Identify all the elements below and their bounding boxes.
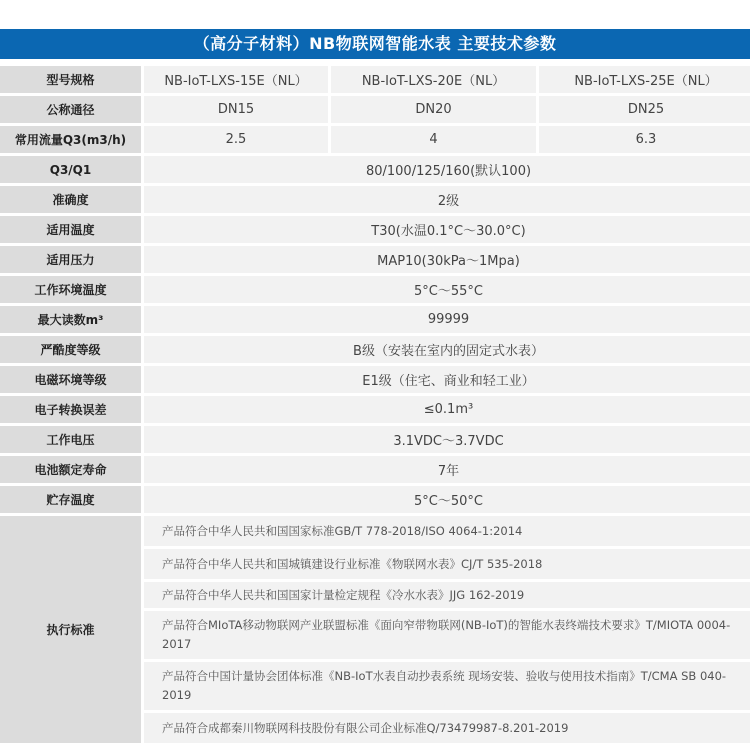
cell-value: 99999 [144,306,750,333]
cell-value: 6.3 [539,126,750,153]
row-label: 电磁环境等级 [0,366,141,393]
row-label: 型号规格 [0,66,141,93]
cell-value: DN15 [144,96,328,123]
cell-value: T30(水温0.1°C～30.0°C) [144,216,750,243]
standard-item: 产品符合成都秦川物联网科技股份有限公司企业标准Q/73479987-8.201-2019 [144,713,750,743]
row-label: 电子转换误差 [0,396,141,423]
cell-value: MAP10(30kPa～1Mpa) [144,246,750,273]
row-label: 常用流量Q3(m3/h) [0,126,141,153]
cell-value: E1级（住宅、商业和轻工业） [144,366,750,393]
row-label: 公称通径 [0,96,141,123]
spec-table [0,63,750,746]
row-label: 贮存温度 [0,486,141,513]
table-row [0,126,750,153]
cell-value: B级（安装在室内的固定式水表） [144,336,750,363]
standards-label: 执行标准 [0,516,141,743]
table-row [0,486,750,513]
table-row [0,246,750,273]
table-row [0,516,750,546]
table-row [0,456,750,483]
cell-value: 5°C～50°C [144,486,750,513]
standard-item: 产品符合中国计量协会团体标准《NB-IoT水表自动抄表系统 现场安装、验收与使用技术指南》T/CMA SB 040-2019 [144,662,750,710]
row-label: 电池额定寿命 [0,456,141,483]
row-label: 严酷度等级 [0,336,141,363]
cell-value: 5°C～55°C [144,276,750,303]
cell-value: 4 [331,126,536,153]
row-label: Q3/Q1 [0,156,141,183]
table-row [0,366,750,393]
row-label: 工作电压 [0,426,141,453]
table-row [0,156,750,183]
cell-value: 7年 [144,456,750,483]
cell-value: ≤0.1m³ [144,396,750,423]
row-label: 准确度 [0,186,141,213]
table-row [0,276,750,303]
table-row [0,216,750,243]
cell-value: NB-IoT-LXS-25E（NL） [539,66,750,93]
standard-item: 产品符合中华人民共和国城镇建设行业标准《物联网水表》CJ/T 535-2018 [144,549,750,579]
cell-value: 2.5 [144,126,328,153]
cell-value: NB-IoT-LXS-20E（NL） [331,66,536,93]
table-row [0,336,750,363]
cell-value: 80/100/125/160(默认100) [144,156,750,183]
table-title: （高分子材料）NB物联网智能水表 主要技术参数 [0,29,750,59]
standard-item: 产品符合中华人民共和国国家标准GB/T 778-2018/ISO 4064-1:2014 [144,516,750,546]
standard-item: 产品符合MIoTA移动物联网产业联盟标准《面向窄带物联网(NB-IoT)的智能水表终端技术要求》T/MIOTA 0004-2017 [144,611,750,659]
cell-value: NB-IoT-LXS-15E（NL） [144,66,328,93]
table-row [0,396,750,423]
cell-value: 2级 [144,186,750,213]
table-row [0,66,750,93]
row-label: 工作环境温度 [0,276,141,303]
standard-item: 产品符合中华人民共和国国家计量检定规程《冷水水表》JJG 162-2019 [144,582,750,608]
table-row [0,306,750,333]
cell-value: DN20 [331,96,536,123]
table-row [0,96,750,123]
cell-value: 3.1VDC～3.7VDC [144,426,750,453]
row-label: 适用压力 [0,246,141,273]
table-row [0,186,750,213]
row-label: 适用温度 [0,216,141,243]
row-label: 最大读数m³ [0,306,141,333]
cell-value: DN25 [539,96,750,123]
table-row [0,426,750,453]
